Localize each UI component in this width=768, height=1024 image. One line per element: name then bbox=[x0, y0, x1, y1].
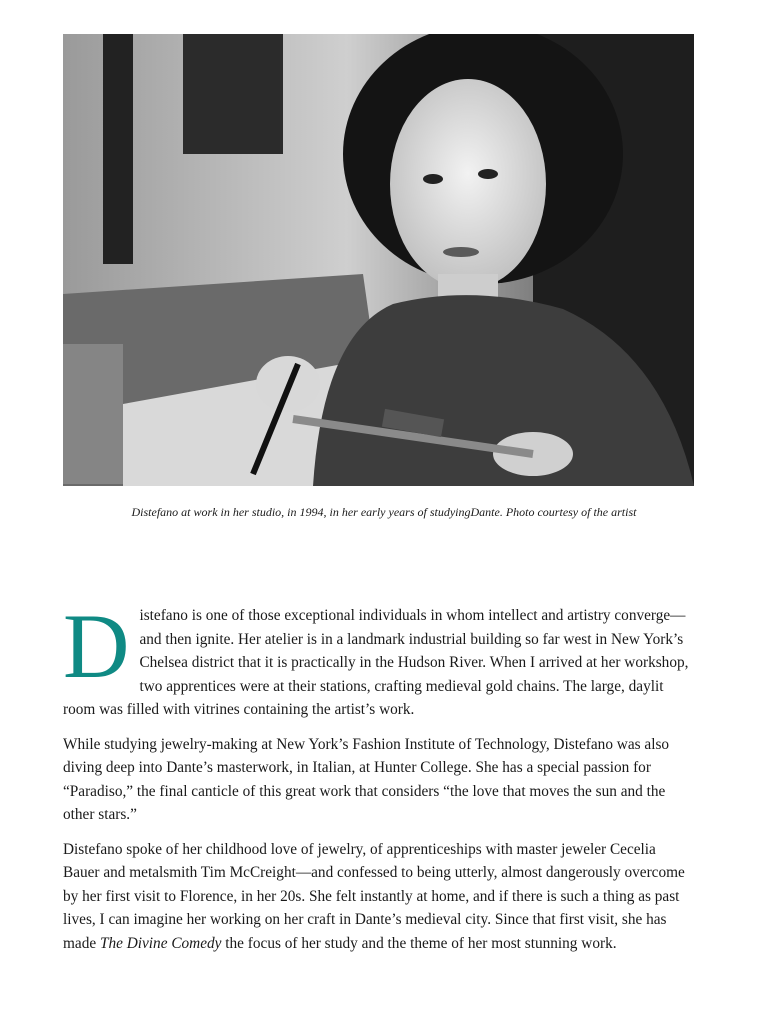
drop-cap: D bbox=[63, 595, 130, 697]
paragraph-3-text-after: the focus of her study and the theme of her most stunning work. bbox=[221, 934, 617, 952]
paragraph-3-text-before: Distefano spoke of her childhood love of jewelry, of apprenticeships with master jeweler Cecelia Bauer and metalsmith Tim McCreight—and confessed to being utterly, almost dangerously overcome by her first visit to Florence, in her 20s. She felt instantly at home, and if there is such a thing as past lives, I can imagine her working on her craft in Dante’s medieval city. Since that first visit, she has made bbox=[63, 840, 685, 952]
paragraph-3 bbox=[63, 838, 696, 956]
paragraph-1 bbox=[63, 595, 696, 722]
book-title: The Divine Comedy bbox=[99, 934, 222, 952]
photo-woman-jeweler-icon bbox=[63, 34, 694, 486]
article-body bbox=[63, 595, 696, 966]
paragraph-1-text: istefano is one of those exceptional individuals in whom intellect and artistry converge—and then ignite. Her atelier is in a landmark industrial building so far west in New York’s Chelsea district that it is practically in the Hudson River. When I arrived at her workshop, two apprentices were at their stations, crafting medieval gold chains. The large, daylit room was filled with vitrines containing the artist’s work. bbox=[63, 607, 689, 718]
paragraph-2: While studying jewelry-making at New York’s Fashion Institute of Technology, Distefano was also diving deep into Dante’s masterwork, in Italian, at Hunter College. She has a special passion for “Paradiso,” the final canticle of this great work that considers “the love that moves the sun and the other stars.” bbox=[63, 735, 670, 823]
studio-photo bbox=[63, 34, 694, 486]
photo-caption: Distefano at work in her studio, in 1994, in her early years of studyingDante. Photo courtesy of the artist bbox=[131, 505, 637, 519]
